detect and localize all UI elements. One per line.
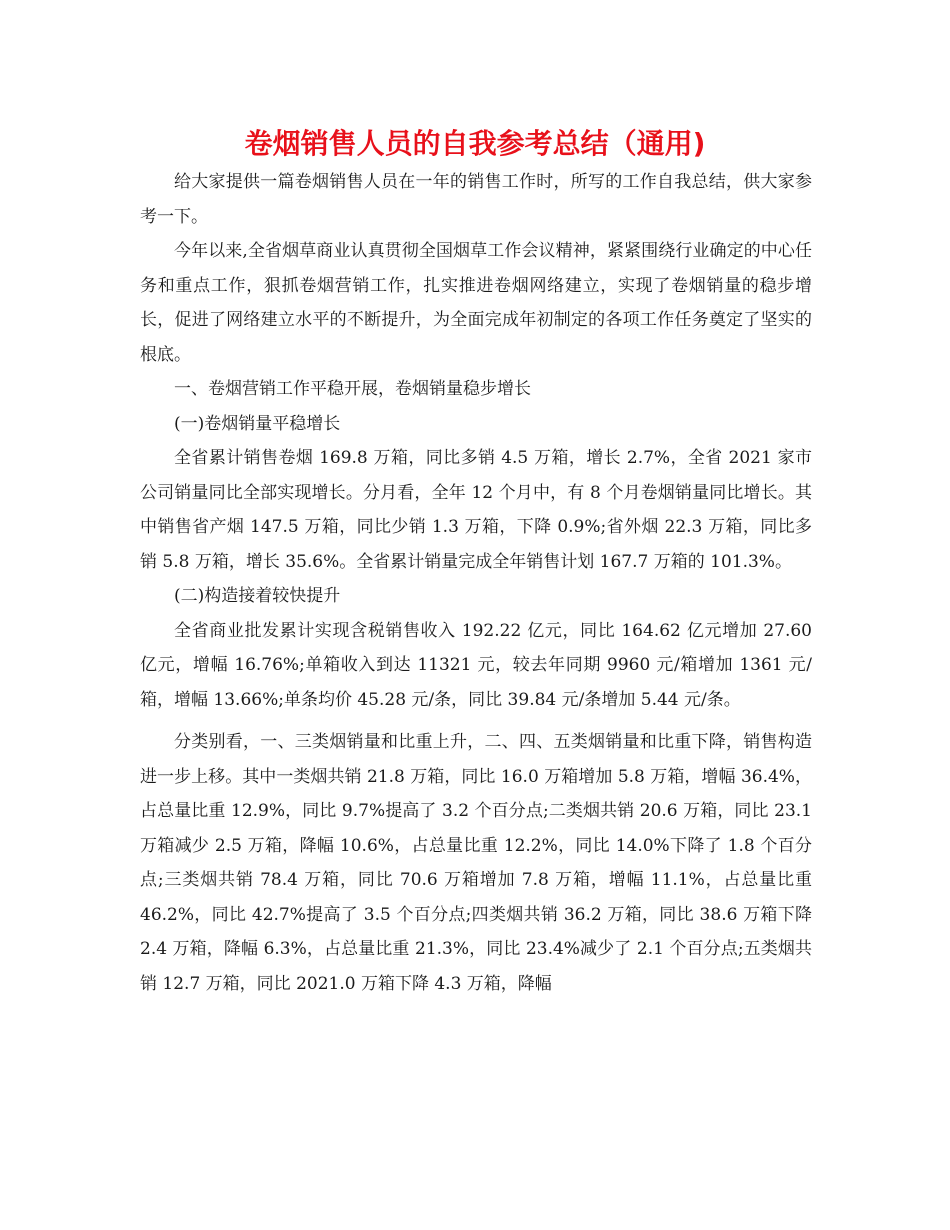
section-heading-1: 一、卷烟营销工作平稳开展，卷烟销量稳步增长 <box>174 379 531 399</box>
document-body <box>140 165 812 1001</box>
overview-paragraph: 今年以来,全省烟草商业认真贯彻全国烟草工作会议精神，紧紧围绕行业确定的中心任务和重点工作，狠抓卷烟营销工作，扎实推进卷烟网络建立，实现了卷烟销量的稳步增长，促进了网络建立水平的不断提升，为全面完成年初制定的各项工作任务奠定了坚实的根底。 <box>140 241 812 365</box>
subsection-heading-1: (一)卷烟销量平稳增长 <box>174 413 341 434</box>
subsection-heading-2: (二)构造接着较快提升 <box>174 586 341 606</box>
sales-volume-paragraph: 全省累计销售卷烟 169.8 万箱，同比多销 4.5 万箱，增长 2.7%，全省 2021 家市公司销量同比全部实现增长。分月看，全年 12 个月中，有 8 个月卷烟销量同比增长。其中销售省产烟 147.5 万箱，同比少销 1.3 万箱，下降 0.9%;省外烟 22.3 万箱，同比多销 5.8 万箱，增长 35.6%。全省累计销量完成全年销售计划 167.7 万箱的 101.3%。 <box>140 448 812 572</box>
revenue-paragraph: 全省商业批发累计实现含税销售收入 192.22 亿元，同比 164.62 亿元增加 27.60 亿元，增幅 16.76%;单箱收入到达 11321 元，较去年同期 9960 元/箱增加 1361 元/箱，增幅 13.66%;单条均价 45.28 元/条，同比 39.84 元/条增加 5.44 元/条。 <box>140 620 812 710</box>
intro-paragraph: 给大家提供一篇卷烟销售人员在一年的销售工作时，所写的工作自我总结，供大家参考一下。 <box>140 172 812 227</box>
category-paragraph: 分类别看，一、三类烟销量和比重上升，二、四、五类烟销量和比重下降，销售构造进一步上移。其中一类烟共销 21.8 万箱，同比 16.0 万箱增加 5.8 万箱，增幅 36.4%，占总量比重 12.9%，同比 9.7%提高了 3.2 个百分点;二类烟共销 20.6 万箱，同比 23.1 万箱减少 2.5 万箱，降幅 10.6%，占总量比重 12.2%，同比 14.0%下降了 1.8 个百分点;三类烟共销 78.4 万箱，同比 70.6 万箱增加 7.8 万箱，增幅 11.1%，占总量比重 46.2%，同比 42.7%提高了 3.5 个百分点;四类烟共销 36.2 万箱，同比 38.6 万箱下降 2.4 万箱，降幅 6.3%，占总量比重 21.3%，同比 23.4%减少了 2.1 个百分点;五类烟共销 12.7 万箱，同比 2021.0 万箱下降 4.3 万箱，降幅 <box>140 732 812 994</box>
document-title: 卷烟销售人员的自我参考总结（通用) <box>244 127 706 160</box>
